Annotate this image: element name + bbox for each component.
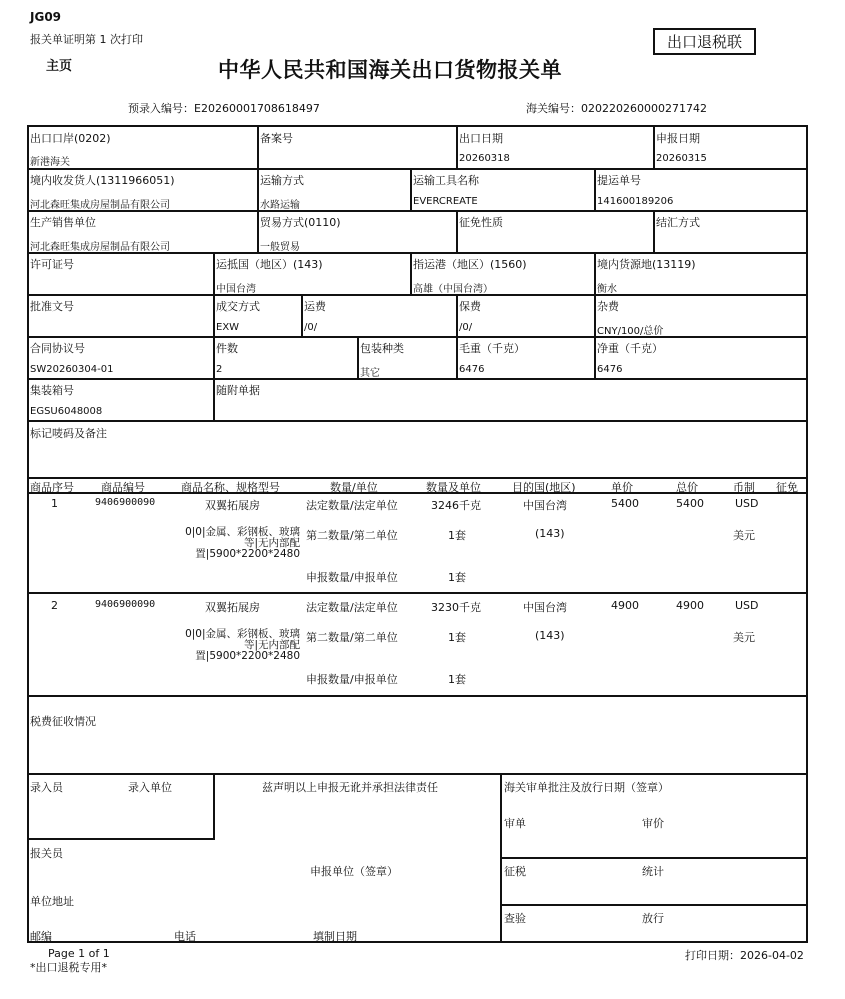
export-port-value: 新港海关 [30, 157, 70, 168]
form-code: JG09 [30, 10, 62, 24]
goods-country-code: (143) [535, 629, 565, 642]
goods-seq: 2 [51, 599, 58, 612]
goods-qty3: 1套 [448, 571, 466, 584]
goods-qty2-label: 第二数量/第二单位 [306, 631, 398, 644]
freight-value: /0/ [304, 322, 318, 333]
goods-total: 5400 [676, 497, 704, 510]
source-value: 衡水 [597, 284, 617, 295]
col-currency: 币制 [733, 481, 755, 494]
pieces-label: 件数 [216, 342, 238, 355]
goods-seq: 1 [51, 497, 58, 510]
col-destination: 目的国(地区) [512, 481, 576, 494]
goods-name: 双翼拓展房 [205, 499, 260, 512]
export-rebate-stamp: 出口退税联 [653, 28, 756, 55]
col-unit-price: 单价 [611, 481, 633, 494]
col-name-spec: 商品名称、规格型号 [181, 481, 280, 494]
page-title: 中华人民共和国海关出口货物报关单 [218, 58, 562, 82]
misc-fee-value: CNY/100/总价 [597, 326, 664, 337]
col-qty-unit: 数量/单位 [330, 481, 378, 494]
goods-qty3: 1套 [448, 673, 466, 686]
pieces-value: 2 [216, 364, 223, 375]
col-hs-code: 商品编号 [101, 481, 145, 494]
inspection-label: 查验 [504, 912, 526, 925]
settlement-label: 结汇方式 [656, 216, 700, 229]
special-use-note: *出口退税专用* [30, 961, 107, 974]
vessel-value: EVERCREATE [413, 196, 478, 207]
goods-qty2-label: 第二数量/第二单位 [306, 529, 398, 542]
goods-qty1: 3230千克 [431, 601, 481, 614]
insurance-value: /0/ [459, 322, 473, 333]
customs-number: 海关编号：020220260000271742 [526, 102, 707, 115]
deal-mode-value: EXW [216, 322, 240, 333]
release-label: 放行 [642, 912, 664, 925]
goods-spec: 0|0|金属、彩钢板、玻璃等|无内部配置|5900*2200*2480 [185, 526, 300, 560]
col-seq: 商品序号 [30, 481, 74, 494]
col-qty-and-unit: 数量及单位 [426, 481, 481, 494]
goods-qty1: 3246千克 [431, 499, 481, 512]
contract-label: 合同协议号 [30, 342, 85, 355]
dest-country-label: 运抵国（地区）(143) [216, 258, 323, 271]
goods-total: 4900 [676, 599, 704, 612]
trade-mode-label: 贸易方式(0110) [260, 216, 341, 229]
package-value: 其它 [360, 368, 380, 379]
declaration-statement: 兹声明以上申报无讹并承担法律责任 [262, 781, 438, 794]
phone-label: 电话 [174, 930, 196, 943]
freight-label: 运费 [304, 300, 326, 313]
print-count: 报关单证明第 1 次打印 [30, 33, 143, 46]
package-label: 包装种类 [360, 342, 404, 355]
print-date: 打印日期：2026-04-02 [685, 949, 804, 962]
export-port-label: 出口口岸(0202) [30, 132, 111, 145]
marks-label: 标记唛码及备注 [30, 427, 107, 440]
container-label: 集装箱号 [30, 384, 74, 397]
approval-label: 批准文号 [30, 300, 74, 313]
goods-unit-price: 4900 [611, 599, 639, 612]
gross-weight-value: 6476 [459, 364, 485, 375]
declare-date-label: 申报日期 [656, 132, 700, 145]
goods-hs-code: 9406900090 [95, 497, 156, 508]
audit-label: 审单 [504, 817, 526, 830]
license-label: 许可证号 [30, 258, 74, 271]
exemption-label: 征免性质 [459, 216, 503, 229]
pricing-label: 审价 [642, 817, 664, 830]
approval-date-label: 海关审单批注及放行日期（签章） [504, 781, 669, 794]
entry-clerk-label: 录入员 [30, 781, 63, 794]
declarant-label: 报关员 [30, 847, 63, 860]
goods-currency: USD [735, 599, 759, 612]
goods-name: 双翼拓展房 [205, 601, 260, 614]
goods-country-code: (143) [535, 527, 565, 540]
net-weight-value: 6476 [597, 364, 623, 375]
goods-currency-name: 美元 [733, 529, 755, 542]
tax-collection-label: 征税 [504, 865, 526, 878]
bill-of-lading-label: 提运单号 [597, 174, 641, 187]
gross-weight-label: 毛重（千克） [459, 342, 525, 355]
statistics-label: 统计 [642, 865, 664, 878]
goods-currency: USD [735, 497, 759, 510]
goods-qty1-label: 法定数量/法定单位 [306, 499, 398, 512]
net-weight-label: 净重（千克） [597, 342, 663, 355]
entry-unit-label: 录入单位 [128, 781, 172, 794]
goods-qty2: 1套 [448, 631, 466, 644]
record-no-label: 备案号 [260, 132, 293, 145]
pre-entry-number: 预录入编号：E20260001708618497 [128, 102, 320, 115]
trade-mode-value: 一般贸易 [260, 242, 300, 253]
export-date-value: 20260318 [459, 153, 510, 164]
consignor-value: 河北森旺集成房屋制品有限公司 [30, 200, 170, 211]
goods-qty1-label: 法定数量/法定单位 [306, 601, 398, 614]
consignor-label: 境内收发货人(1311966051) [30, 174, 175, 187]
deal-mode-label: 成交方式 [216, 300, 260, 313]
bill-of-lading-value: 141600189206 [597, 196, 674, 207]
goods-country: 中国台湾 [523, 601, 567, 614]
docs-label: 随附单据 [216, 384, 260, 397]
goods-spec: 0|0|金属、彩钢板、玻璃等|无内部配置|5900*2200*2480 [185, 628, 300, 662]
col-exemption: 征免 [776, 481, 798, 494]
transport-mode-value: 水路运输 [260, 200, 300, 211]
dest-port-value: 高雄（中国台湾） [413, 284, 493, 295]
tax-label: 税费征收情况 [30, 715, 96, 728]
fill-date-label: 填制日期 [313, 930, 357, 943]
vessel-label: 运输工具名称 [413, 174, 479, 187]
producer-label: 生产销售单位 [30, 216, 96, 229]
goods-unit-price: 5400 [611, 497, 639, 510]
address-label: 单位地址 [30, 895, 74, 908]
contract-value: SW20260304-01 [30, 364, 114, 375]
transport-mode-label: 运输方式 [260, 174, 304, 187]
dest-country-value: 中国台湾 [216, 284, 256, 295]
declare-unit-label: 申报单位（签章） [310, 865, 398, 878]
export-date-label: 出口日期 [459, 132, 503, 145]
goods-currency-name: 美元 [733, 631, 755, 644]
goods-qty3-label: 申报数量/申报单位 [306, 673, 398, 686]
col-total: 总价 [676, 481, 698, 494]
insurance-label: 保费 [459, 300, 481, 313]
goods-hs-code: 9406900090 [95, 599, 156, 610]
page-indicator: Page 1 of 1 [48, 947, 110, 960]
goods-country: 中国台湾 [523, 499, 567, 512]
dest-port-label: 指运港（地区）(1560) [413, 258, 527, 271]
misc-fee-label: 杂费 [597, 300, 619, 313]
postcode-label: 邮编 [30, 930, 52, 943]
source-label: 境内货源地(13119) [597, 258, 696, 271]
home-link[interactable]: 主页 [46, 59, 73, 74]
goods-qty2: 1套 [448, 529, 466, 542]
declare-date-value: 20260315 [656, 153, 707, 164]
goods-qty3-label: 申报数量/申报单位 [306, 571, 398, 584]
producer-value: 河北森旺集成房屋制品有限公司 [30, 242, 170, 253]
container-value: EGSU6048008 [30, 406, 103, 417]
